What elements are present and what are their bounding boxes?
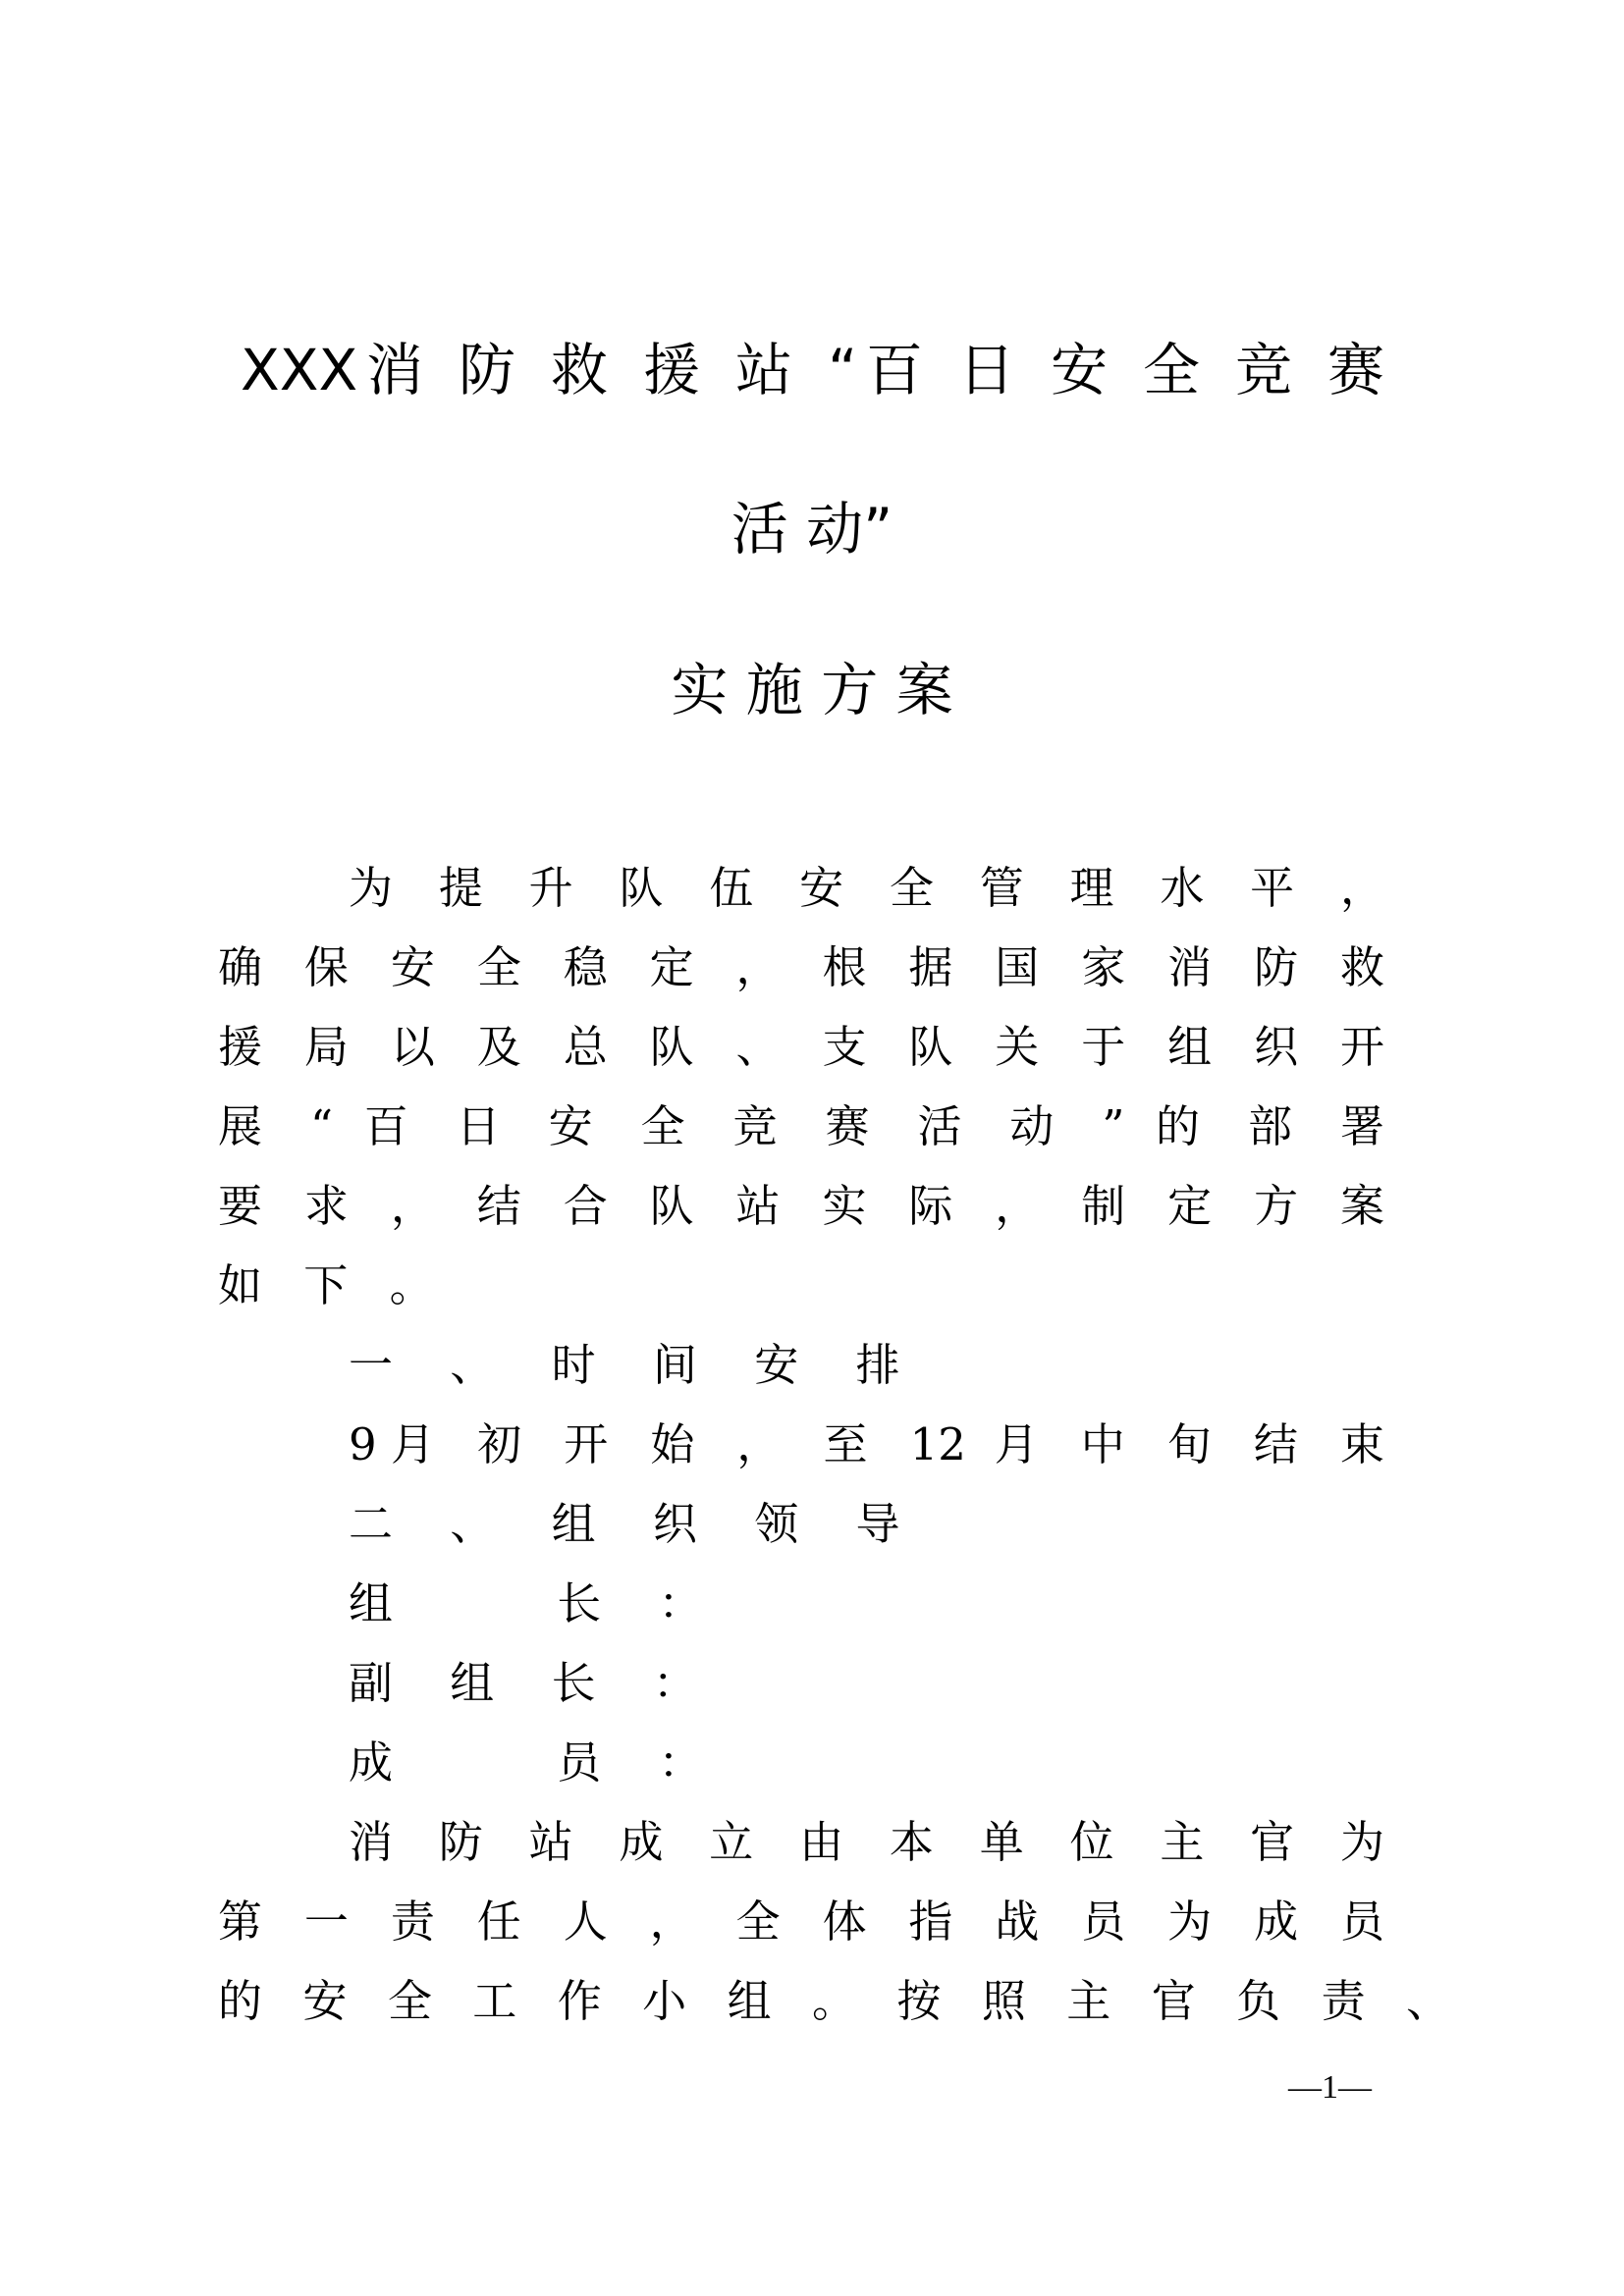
paragraph-1-line-2: 确 保 安 全 稳 定 ， 根 据 国 家 消 防 救: [218, 941, 1384, 993]
role-leader: 组 长 ：: [349, 1577, 725, 1629]
role-deputy-leader: 副 组 长 ：: [349, 1657, 719, 1709]
section-1-text: 9月 初 开 始 ， 至 12 月 中 旬 结 束: [349, 1418, 1384, 1470]
section-2-heading: 二 、 组 织 领 导: [349, 1498, 922, 1550]
paragraph-1-line-3: 援 局 以 及 总 队 、 支 队 关 于 组 织 开: [218, 1021, 1384, 1073]
paragraph-2-line-3: 的 安 全 工 作 小 组 。 按 照 主 官 负 责 、: [218, 1975, 1450, 2027]
role-members: 成 员 ：: [349, 1736, 725, 1789]
paragraph-1-line-6: 如 下 。: [218, 1259, 448, 1311]
document-title-line-3: 实 施 方 案: [671, 657, 953, 723]
paragraph-2-line-2: 第 一 责 任 人 ， 全 体 指 战 员 为 成 员: [218, 1896, 1384, 1948]
paragraph-1-line-4: 展 “ 百 日 安 全 竞 赛 活 动 ” 的 部 署: [218, 1100, 1384, 1152]
section-1-heading: 一 、 时 间 安 排: [349, 1339, 922, 1391]
page-number: —1—: [1288, 2069, 1372, 2106]
document-title-line-1: XXX消 防 救 援 站 “百 日 安 全 竞 赛: [241, 337, 1384, 403]
paragraph-1-line-1: 为 提 升 队 伍 安 全 管 理 水 平 ，: [349, 862, 1384, 914]
paragraph-2-line-1: 消 防 站 成 立 由 本 单 位 主 官 为: [349, 1816, 1384, 1868]
document-title-line-2: 活 动”: [731, 496, 893, 562]
paragraph-1-line-5: 要 求 ， 结 合 队 站 实 际 ， 制 定 方 案: [218, 1180, 1384, 1232]
